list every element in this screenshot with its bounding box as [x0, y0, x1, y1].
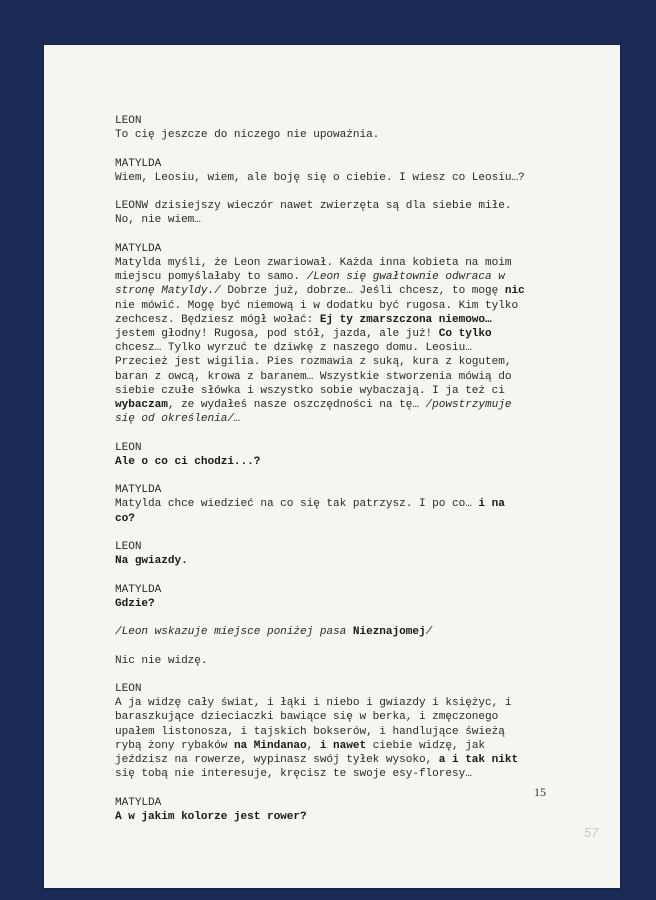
- text-segment: Nic nie widzę.: [115, 654, 208, 667]
- text-segment: na Mindanao: [233, 739, 307, 752]
- speaker-name: LEON: [115, 441, 142, 454]
- dialogue-line: [115, 455, 575, 469]
- text-segment: Przecież jest wigilia. Pies rozmawia z suką, kura z kogutem,: [115, 356, 512, 369]
- text-segment: baran z owcą, krowa z baranem… Wszystkie stworzenia mówią do: [115, 370, 512, 383]
- dialogue-line: [115, 199, 575, 213]
- dialogue-block: [115, 654, 575, 668]
- text-segment: jestem głodny! Rugosa, pod stół, jazda, ale już!: [115, 328, 439, 340]
- dialogue-line: [115, 171, 575, 185]
- dialogue-block: [115, 157, 575, 185]
- text-segment: Gdzie?: [115, 597, 155, 610]
- speaker-name: MATYLDA: [115, 796, 162, 809]
- dialogue-block: [115, 199, 575, 227]
- text-segment: /Leon się gwałtownie odwraca w: [306, 271, 505, 284]
- dialogue-block: [115, 441, 575, 469]
- text-segment: Ale o co ci chodzi...?: [115, 455, 261, 468]
- text-segment: ,: [306, 739, 320, 752]
- dialogue-line: [115, 128, 575, 142]
- text-segment: Na gwiazdy.: [115, 555, 188, 568]
- dialogue-line: [115, 341, 575, 355]
- dialogue-line: [115, 554, 575, 568]
- text-segment: baraszkujące dzieciaczki bawiące się w berka, i zmęczonego: [115, 711, 499, 724]
- dialogue-line: [115, 696, 575, 710]
- text-segment: się tobą nie interesuje, kręcisz te swoje esy-floresy…: [115, 768, 472, 781]
- dialogue-line: [115, 355, 575, 369]
- text-segment: i nawet: [319, 739, 373, 752]
- dialogue-block: [115, 796, 575, 824]
- dialogue-line: [115, 398, 575, 412]
- dialogue-block: [115, 682, 575, 781]
- text-segment: Wiem, Leosiu, wiem, ale boję się o ciebie. I wiesz co Leosiu…?: [115, 171, 525, 184]
- dialogue-line: [115, 753, 575, 767]
- text-segment: a i tak nikt: [438, 753, 519, 766]
- text-segment: rybą żony rybaków: [115, 739, 234, 752]
- dialogue-line: [115, 299, 575, 313]
- speaker-name: LEON: [115, 682, 142, 695]
- dialogue-line: [115, 256, 575, 270]
- script-body: [115, 114, 575, 838]
- text-segment: jeździsz na rowerze, wypinasz swój tyłek wysoko,: [115, 753, 439, 766]
- dialogue-line: [115, 327, 575, 341]
- text-segment: ciebie widzę, jak: [372, 739, 486, 752]
- text-segment: /powstrzymuje: [425, 399, 512, 412]
- text-segment: miejscu pomyślałaby to samo.: [115, 271, 307, 284]
- dialogue-line: [115, 810, 575, 824]
- dialogue-line: [115, 597, 575, 611]
- text-segment: nic: [504, 285, 525, 298]
- speaker-name: MATYLDA: [115, 157, 162, 170]
- speaker-name: LEON: [115, 541, 142, 553]
- dialogue-block: [115, 583, 575, 611]
- text-segment: i na: [478, 498, 505, 511]
- dialogue-line: [115, 710, 575, 724]
- text-segment: wybaczam: [115, 399, 168, 412]
- text-segment: /: [425, 626, 433, 639]
- text-segment: Matylda myśli, że Leon zwariował. Każda inna kobieta na moim: [115, 256, 512, 269]
- text-segment: A w jakim kolorze jest rower?: [115, 810, 307, 823]
- script-page: [44, 45, 620, 888]
- text-segment: się od określenia/…: [115, 413, 241, 426]
- text-segment: zechcesz. Będziesz mógł wołać:: [115, 313, 320, 326]
- page-number: 15: [534, 785, 546, 799]
- dialogue-block: [115, 242, 575, 427]
- archive-number: 57: [584, 825, 599, 840]
- dialogue-line: [115, 284, 575, 298]
- speaker-name: MATYLDA: [115, 484, 162, 497]
- text-segment: Co tylko: [438, 328, 492, 340]
- dialogue-line: [115, 725, 575, 739]
- speaker-name: MATYLDA: [115, 583, 162, 596]
- text-segment: To cię jeszcze do niczego nie upoważnia.: [115, 129, 380, 142]
- dialogue-line: [115, 625, 575, 639]
- text-segment: Matylda chce wiedzieć na co się tak patrzysz. I po co…: [115, 498, 479, 511]
- dialogue-line: [115, 654, 575, 668]
- dialogue-block: [115, 540, 575, 568]
- dialogue-block: [115, 114, 575, 142]
- text-segment: co?: [115, 512, 135, 525]
- text-segment: No, nie wiem…: [115, 214, 201, 227]
- dialogue-line: [115, 313, 575, 327]
- text-segment: chcesz… Tylko wyrzuć te dziwkę z naszego domu. Leosiu…: [115, 342, 472, 355]
- speaker-name: LEON: [115, 115, 142, 127]
- dialogue-line: [115, 270, 575, 284]
- text-segment: upałem listonosza, i tajskich bokserów, i handlujące świeżą: [115, 725, 505, 738]
- dialogue-block: [115, 625, 575, 639]
- dialogue-line: [115, 384, 575, 398]
- text-segment: stronę Matyldy./: [115, 285, 221, 298]
- text-segment: /Leon wskazuje miejsce poniżej pasa: [115, 626, 353, 639]
- text-segment: LEONW dzisiejszy wieczór nawet zwierzęta są dla siebie miłe.: [115, 200, 512, 213]
- text-segment: Ej ty zmarszczona niemowo…: [319, 313, 492, 326]
- dialogue-line: [115, 412, 575, 426]
- dialogue-line: [115, 767, 575, 781]
- text-segment: nie mówić. Mogę być niemową i w dodatku być rugosa. Kim tylko: [115, 299, 519, 312]
- speaker-name: MATYLDA: [115, 242, 162, 255]
- dialogue-line: [115, 213, 575, 227]
- text-segment: A ja widzę cały świat, i łąki i niebo i gwiazdy i księżyc, i: [115, 697, 512, 710]
- dialogue-block: [115, 483, 575, 526]
- text-segment: siebie czułe słówka i wszystko sobie wybaczają. I ja też ci: [115, 384, 505, 397]
- text-segment: Dobrze już, dobrze… Jeśli chcesz, to mogę: [220, 285, 505, 298]
- dialogue-line: [115, 370, 575, 384]
- text-segment: Nieznajomej: [352, 626, 426, 639]
- dialogue-line: [115, 497, 575, 511]
- dialogue-line: [115, 739, 575, 753]
- dialogue-line: [115, 512, 575, 526]
- text-segment: , ze wydałeś nasze oszczędności na tę…: [167, 399, 426, 412]
